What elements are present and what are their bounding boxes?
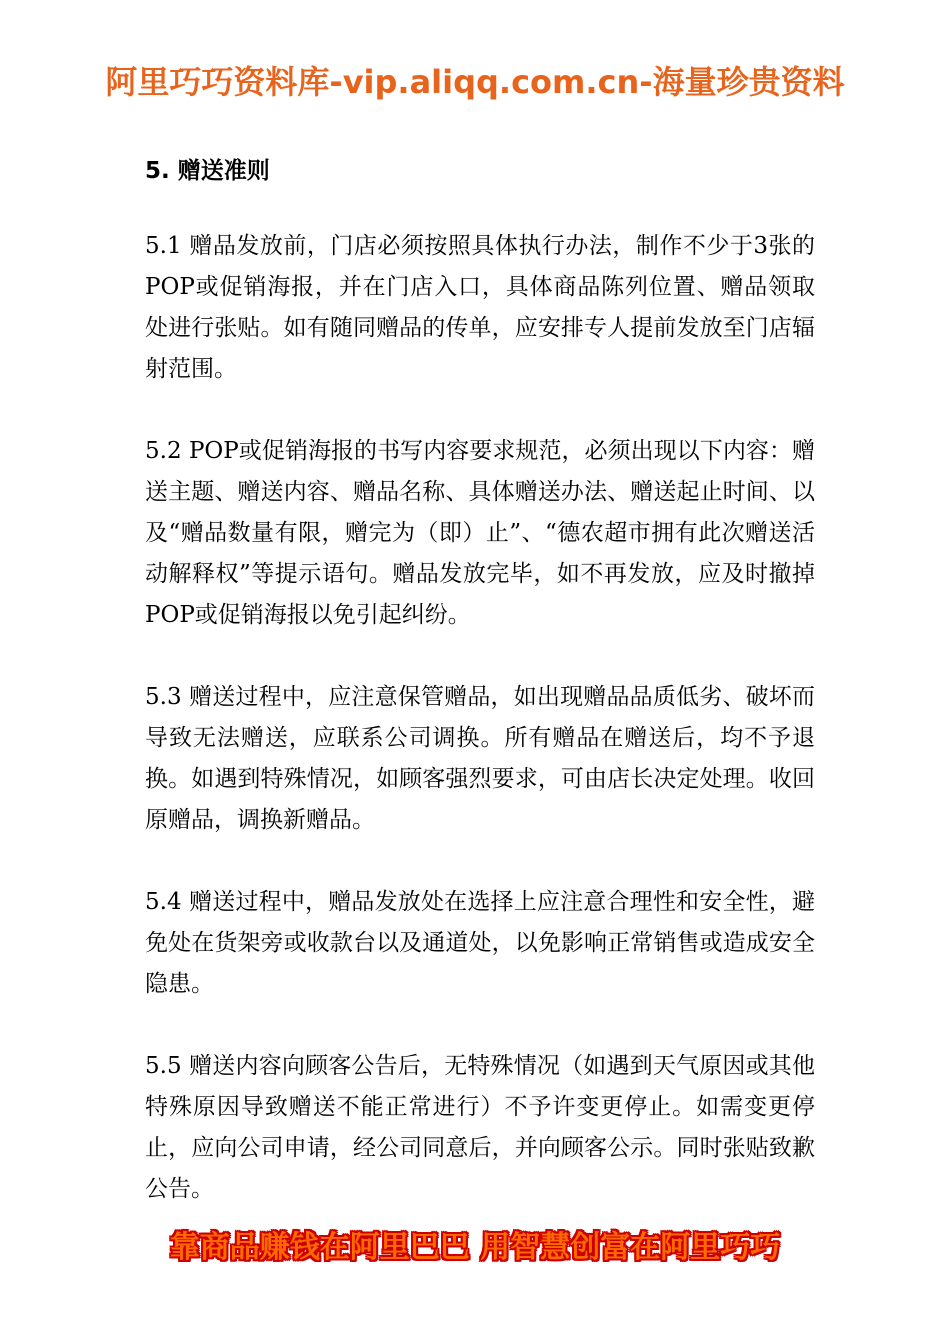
header-banner: 阿里巧巧资料库-vip.aliqq.com.cn-海量珍贵资料	[105, 63, 845, 101]
section-title: 5. 赠送准则	[145, 158, 270, 184]
paragraph-5-2: 5.2 POP或促销海报的书写内容要求规范，必须出现以下内容：赠送主题、赠送内容、赠品名称、具体赠送办法、赠送起止时间、以及“赠品数量有限，赠完为（即）止”、“德农超市拥有此次赠送活动解释权”等提示语句。赠品发放完毕，如不再发放，应及时撤掉POP或促销海报以免引起纠纷。	[145, 438, 815, 628]
footer-banner: 靠商品赚钱在阿里巴巴 用智慧创富在阿里巧巧	[169, 1230, 781, 1265]
paragraph-5-4: 5.4 赠送过程中，赠品发放处在选择上应注意合理性和安全性，避免处在货架旁或收款台以及通道处，以免影响正常销售或造成安全隐患。	[145, 889, 815, 997]
document-body	[145, 152, 815, 1251]
paragraph-5-1: 5.1 赠品发放前，门店必须按照具体执行办法，制作不少于3张的POP或促销海报，并在门店入口，具体商品陈列位置、赠品领取处进行张贴。如有随同赠品的传单，应安排专人提前发放至门店辐射范围。	[145, 233, 815, 382]
paragraph-5-5: 5.5 赠送内容向顾客公告后，无特殊情况（如遇到天气原因或其他特殊原因导致赠送不能正常进行）不予许变更停止。如需变更停止，应向公司申请，经公司同意后，并向顾客公示。同时张贴致歉公告。	[145, 1053, 815, 1202]
paragraph-5-3: 5.3 赠送过程中，应注意保管赠品，如出现赠品品质低劣、破坏而导致无法赠送，应联系公司调换。所有赠品在赠送后，均不予退换。如遇到特殊情况，如顾客强烈要求，可由店长决定处理。收回原赠品，调换新赠品。	[145, 684, 815, 833]
